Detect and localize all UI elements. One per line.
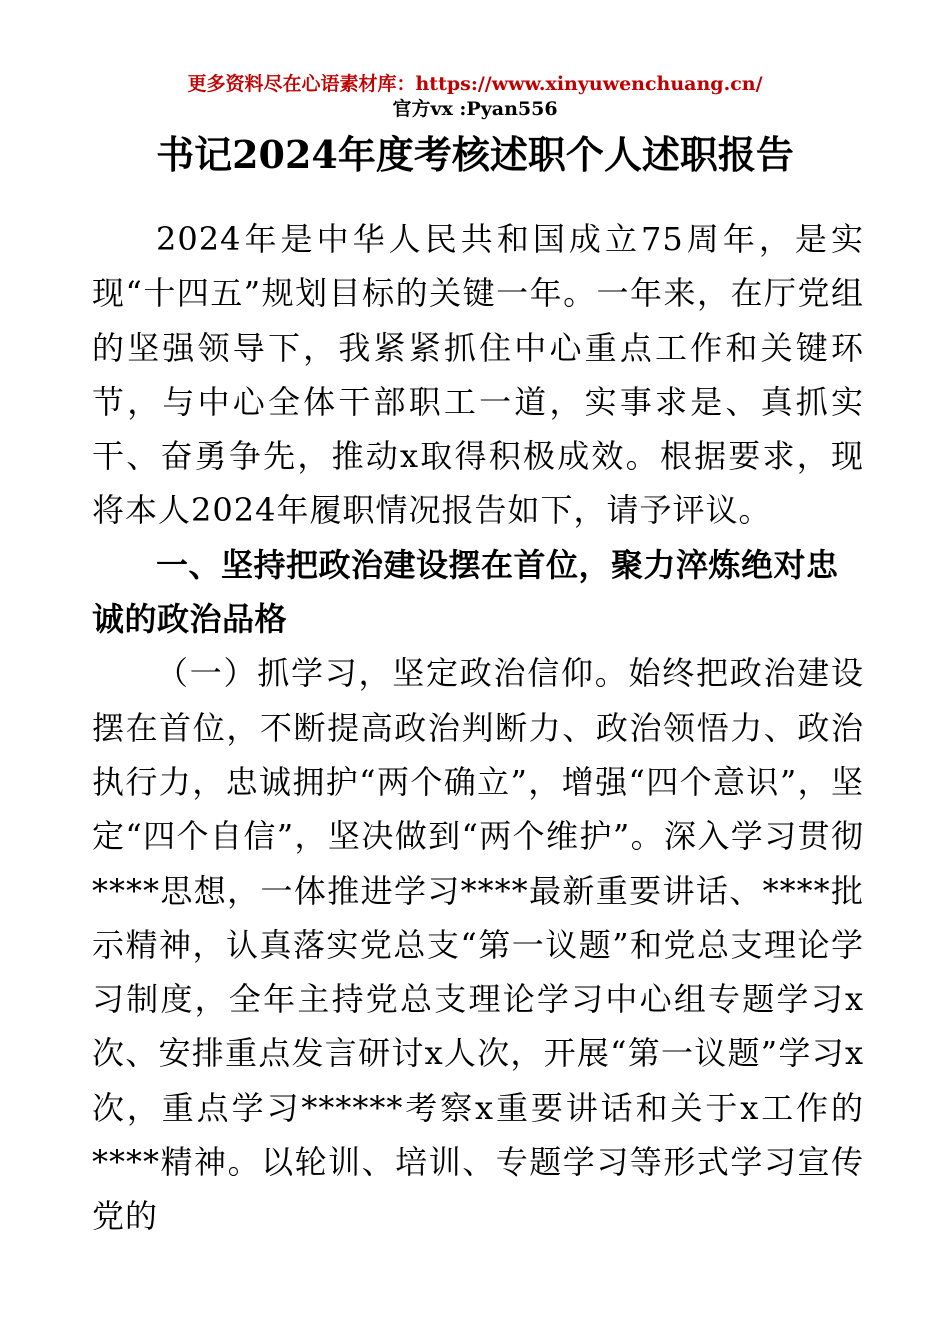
intro-paragraph: 2024年是中华人民共和国成立75周年，是实现“十四五”规划目标的关键一年。一年来，在厅党组的坚强领导下，我紧紧抓住中心重点工作和关键环节，与中心全体干部职工一道，实事求是、真抓实干、奋勇争先，推动x取得积极成效。根据要求，现将本人2024年履职情况报告如下，请予评议。 (92, 220, 864, 530)
subsection-paragraph (92, 646, 864, 1243)
promo-url[interactable]: https://www.xinyuwenchuang.cn/ (415, 73, 763, 95)
promo-text: 更多资料尽在心语素材库： (187, 73, 416, 95)
contact-line: 官方vx :Pyan556 (392, 98, 558, 120)
section-heading: 一、坚持把政治建设摆在首位，聚力淬炼绝对忠诚的政治品格 (92, 545, 839, 639)
document-title: 书记2024年度考核述职个人述职报告 (156, 132, 794, 177)
document-body (92, 212, 864, 1244)
subsection-lead: （一）抓学习，坚定政治信仰。 (156, 654, 629, 693)
subsection-body: 始终把政治建设摆在首位，不断提高政治判断力、政治领悟力、政治执行力，忠诚拥护“两个确立”，增强“四个意识”，坚定“四个自信”，坚决做到“两个维护”。深入学习贯彻****思想，一体推进学习****最新重要讲话、****批示精神，认真落实党总支“第一议题”和党总支理论学习制度，全年主持党总支理论学习中心组专题学习x次、安排重点发言研讨x人次，开展“第一议题”学习x次，重点学习******考察x重要讲话和关于x工作的****精神。以轮训、培训、专题学习等形式学习宣传党的 (92, 654, 864, 1236)
promo-header (0, 72, 950, 96)
